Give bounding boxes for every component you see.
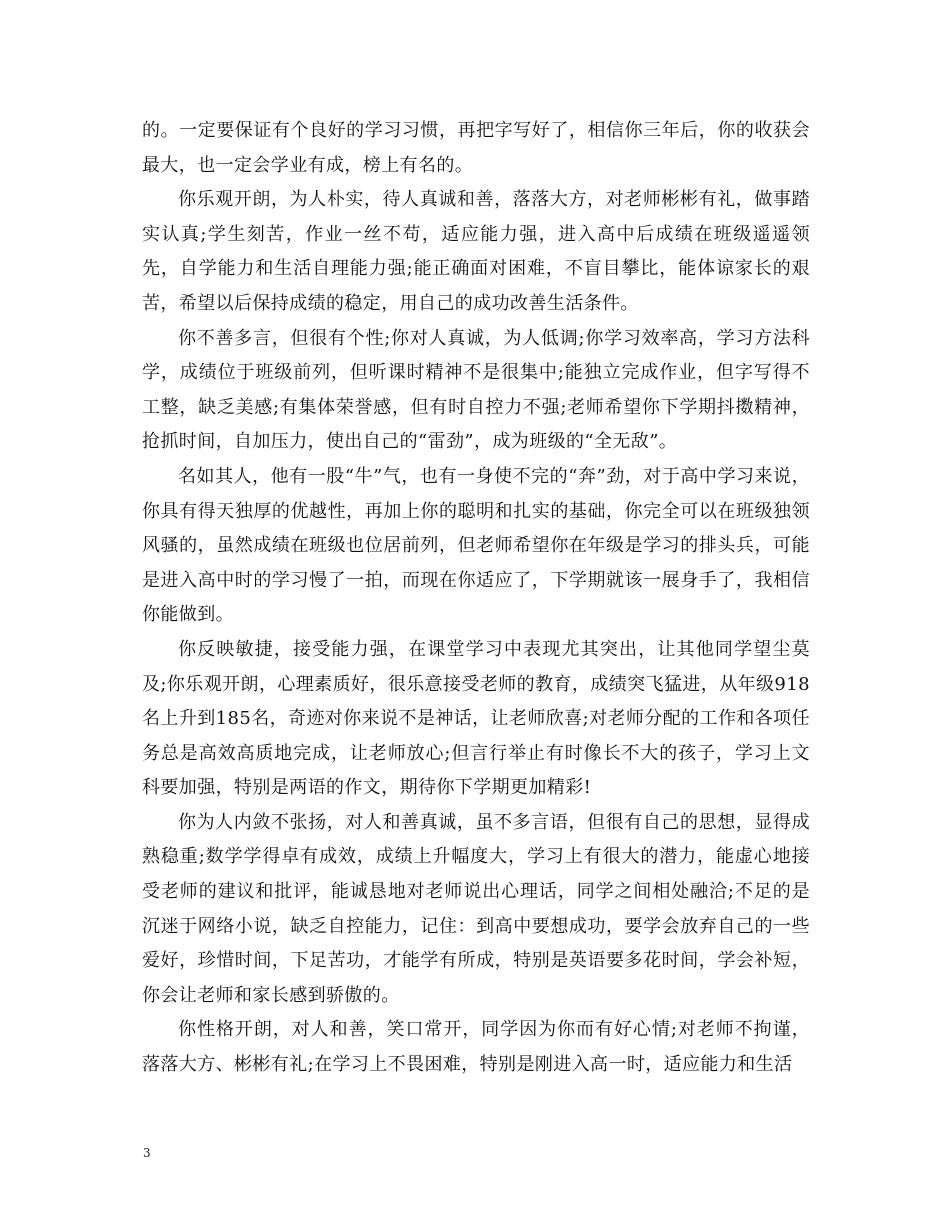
paragraph: 你为人内敛不张扬，对人和善真诚，虽不多言语，但很有自己的思想，显得成熟稳重;数学学得卓有成效，成绩上升幅度大，学习上有很大的潜力，能虚心地接受老师的建议和批评，能诚恳地对老师说出心理话，同学之间相处融洽;不足的是沉迷于网络小说，缺乏自控能力，记住：到高中要想成功，要学会放弃自己的一些爱好，珍惜时间，下足苦功，才能学有所成，特别是英语要多花时间，学会补短，你会让老师和家长感到骄傲的。 [142,811,810,1006]
paragraph: 的。一定要保证有个良好的学习习惯，再把字写好了，相信你三年后，你的收获会最大，也一定会学业有成，榜上有名的。 [142,120,810,176]
document-body [142,114,810,1083]
page-number: 3 [143,1146,151,1160]
paragraph: 你乐观开朗，为人朴实，待人真诚和善，落落大方，对老师彬彬有礼，做事踏实认真;学生刻苦，作业一丝不苟，适应能力强，进入高中后成绩在班级遥遥领先，自学能力和生活自理能力强;能正确面对困难，不盲目攀比，能体谅家长的艰苦，希望以后保持成绩的稳定，用自己的成功改善生活条件。 [142,189,810,314]
paragraph: 你反映敏捷，接受能力强，在课堂学习中表现尤其突出，让其他同学望尘莫及;你乐观开朗，心理素质好，很乐意接受老师的教育，成绩突飞猛进，从年级918名上升到185名，奇迹对你来说不是神话，让老师欣喜;对老师分配的工作和各项任务总是高效高质地完成，让老师放心;但言行举止有时像长不大的孩子，学习上文科要加强，特别是两语的作文，期待你下学期更加精彩! [142,638,810,799]
paragraph: 你性格开朗，对人和善，笑口常开，同学因为你而有好心情;对老师不拘谨，落落大方、彬彬有礼;在学习上不畏困难，特别是刚进入高一时，适应能力和生活 [142,1019,810,1076]
paragraph: 你不善多言，但很有个性;你对人真诚，为人低调;你学习效率高，学习方法科学，成绩位于班级前列，但听课时精神不是很集中;能独立完成作业，但字写得不工整，缺乏美感;有集体荣誉感，但有时自控力不强;老师希望你下学期抖擞精神，抢抓时间，自加压力，使出自己的“雷劲”，成为班级的“全无敌”。 [142,327,810,453]
paragraph: 名如其人，他有一股“牛”气，也有一身使不完的“奔”劲，对于高中学习来说，你具有得天独厚的优越性，再加上你的聪明和扎实的基础，你完全可以在班级独领风骚的，虽然成绩在班级也位居前列，但老师希望你在年级是学习的排头兵，可能是进入高中时的学习慢了一拍，而现在你适应了，下学期就该一展身手了，我相信你能做到。 [142,465,810,626]
